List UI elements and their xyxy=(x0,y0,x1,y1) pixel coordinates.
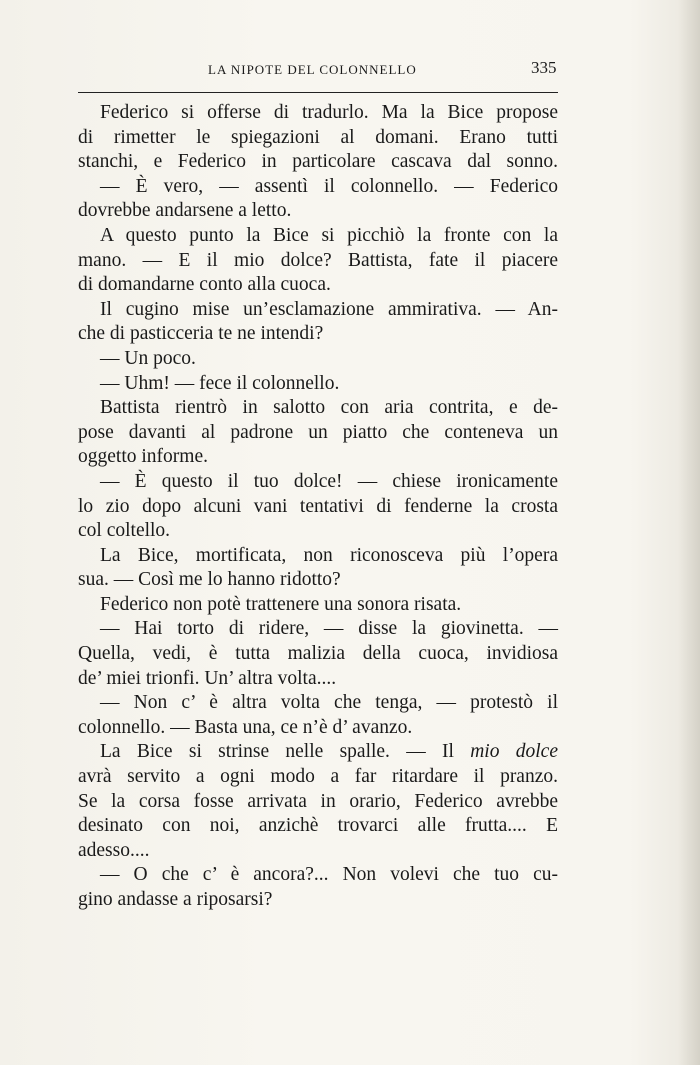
text-line: Federico non potè trattenere una sonora risata. xyxy=(100,593,462,615)
text-line: — Non c’ è altra volta che tenga, — protestò il xyxy=(100,692,558,714)
text-line: Battista rientrò in salotto con aria contrita, e de- xyxy=(100,397,558,419)
text-line: stanchi, e Federico in particolare cascava dal sonno. xyxy=(78,151,558,173)
text-line: Quella, vedi, è tutta malizia della cuoca, invidiosa xyxy=(78,643,558,665)
text-line: desinato con noi, anzichè trovarci alle frutta.... E xyxy=(78,815,558,837)
text-line: Se la corsa fosse arrivata in orario, Federico avrebbe xyxy=(78,790,558,812)
text-line: lo zio dopo alcuni vani tentativi di fenderne la crosta xyxy=(78,495,558,517)
italic-phrase: mio dolce xyxy=(470,741,558,763)
body-text xyxy=(78,101,558,913)
text-line: Il cugino mise un’esclamazione ammirativa. — An- xyxy=(100,298,558,320)
text-line: che di pasticceria te ne intendi? xyxy=(78,323,324,345)
text-line: di domandarne conto alla cuoca. xyxy=(78,274,331,296)
text-line: colonnello. — Basta una, ce n’è d’ avanzo. xyxy=(78,716,413,738)
text-line: adesso.... xyxy=(78,839,150,861)
text-line: mano. — E il mio dolce? Battista, fate il piacere xyxy=(78,249,558,271)
text-line: — O che c’ è ancora?... Non volevi che tuo cu- xyxy=(100,864,558,886)
text-line: de’ miei trionfi. Un’ altra volta.... xyxy=(78,667,337,689)
text-segment: La Bice si strinse nelle spalle. — Il xyxy=(100,741,471,763)
text-line: — Hai torto di ridere, — disse la giovinetta. — xyxy=(100,618,558,640)
page-header xyxy=(78,58,558,84)
text-line: — Un poco. xyxy=(100,347,196,369)
text-line: avrà servito a ogni modo a far ritardare il pranzo. xyxy=(78,766,558,788)
text-line: di rimetter le spiegazioni al domani. Erano tutti xyxy=(78,126,558,148)
text-line: — Uhm! — fece il colonnello. xyxy=(100,372,340,394)
text-line-with-italic xyxy=(78,740,558,765)
text-line: pose davanti al padrone un piatto che conteneva un xyxy=(78,421,558,443)
text-line: oggetto informe. xyxy=(78,446,208,468)
page-edge-shadow xyxy=(678,0,700,1065)
text-line: Federico si offerse di tradurlo. Ma la Bice propose xyxy=(100,102,558,123)
text-line: gino andasse a riposarsi? xyxy=(78,889,273,910)
text-line: — È questo il tuo dolce! — chiese ironicamente xyxy=(100,470,558,492)
page-number: 335 xyxy=(531,58,557,77)
text-line: col coltello. xyxy=(78,520,171,542)
text-line: sua. — Così me lo hanno ridotto? xyxy=(78,569,341,591)
text-line: La Bice, mortificata, non riconosceva più l’opera xyxy=(100,544,558,566)
text-line: A questo punto la Bice si picchiò la fronte con la xyxy=(100,224,558,246)
text-line: dovrebbe andarsene a letto. xyxy=(78,200,292,222)
running-title: LA NIPOTE DEL COLONNELLO xyxy=(208,62,417,77)
text-line: — È vero, — assentì il colonnello. — Federico xyxy=(100,175,558,197)
header-rule xyxy=(78,92,558,93)
